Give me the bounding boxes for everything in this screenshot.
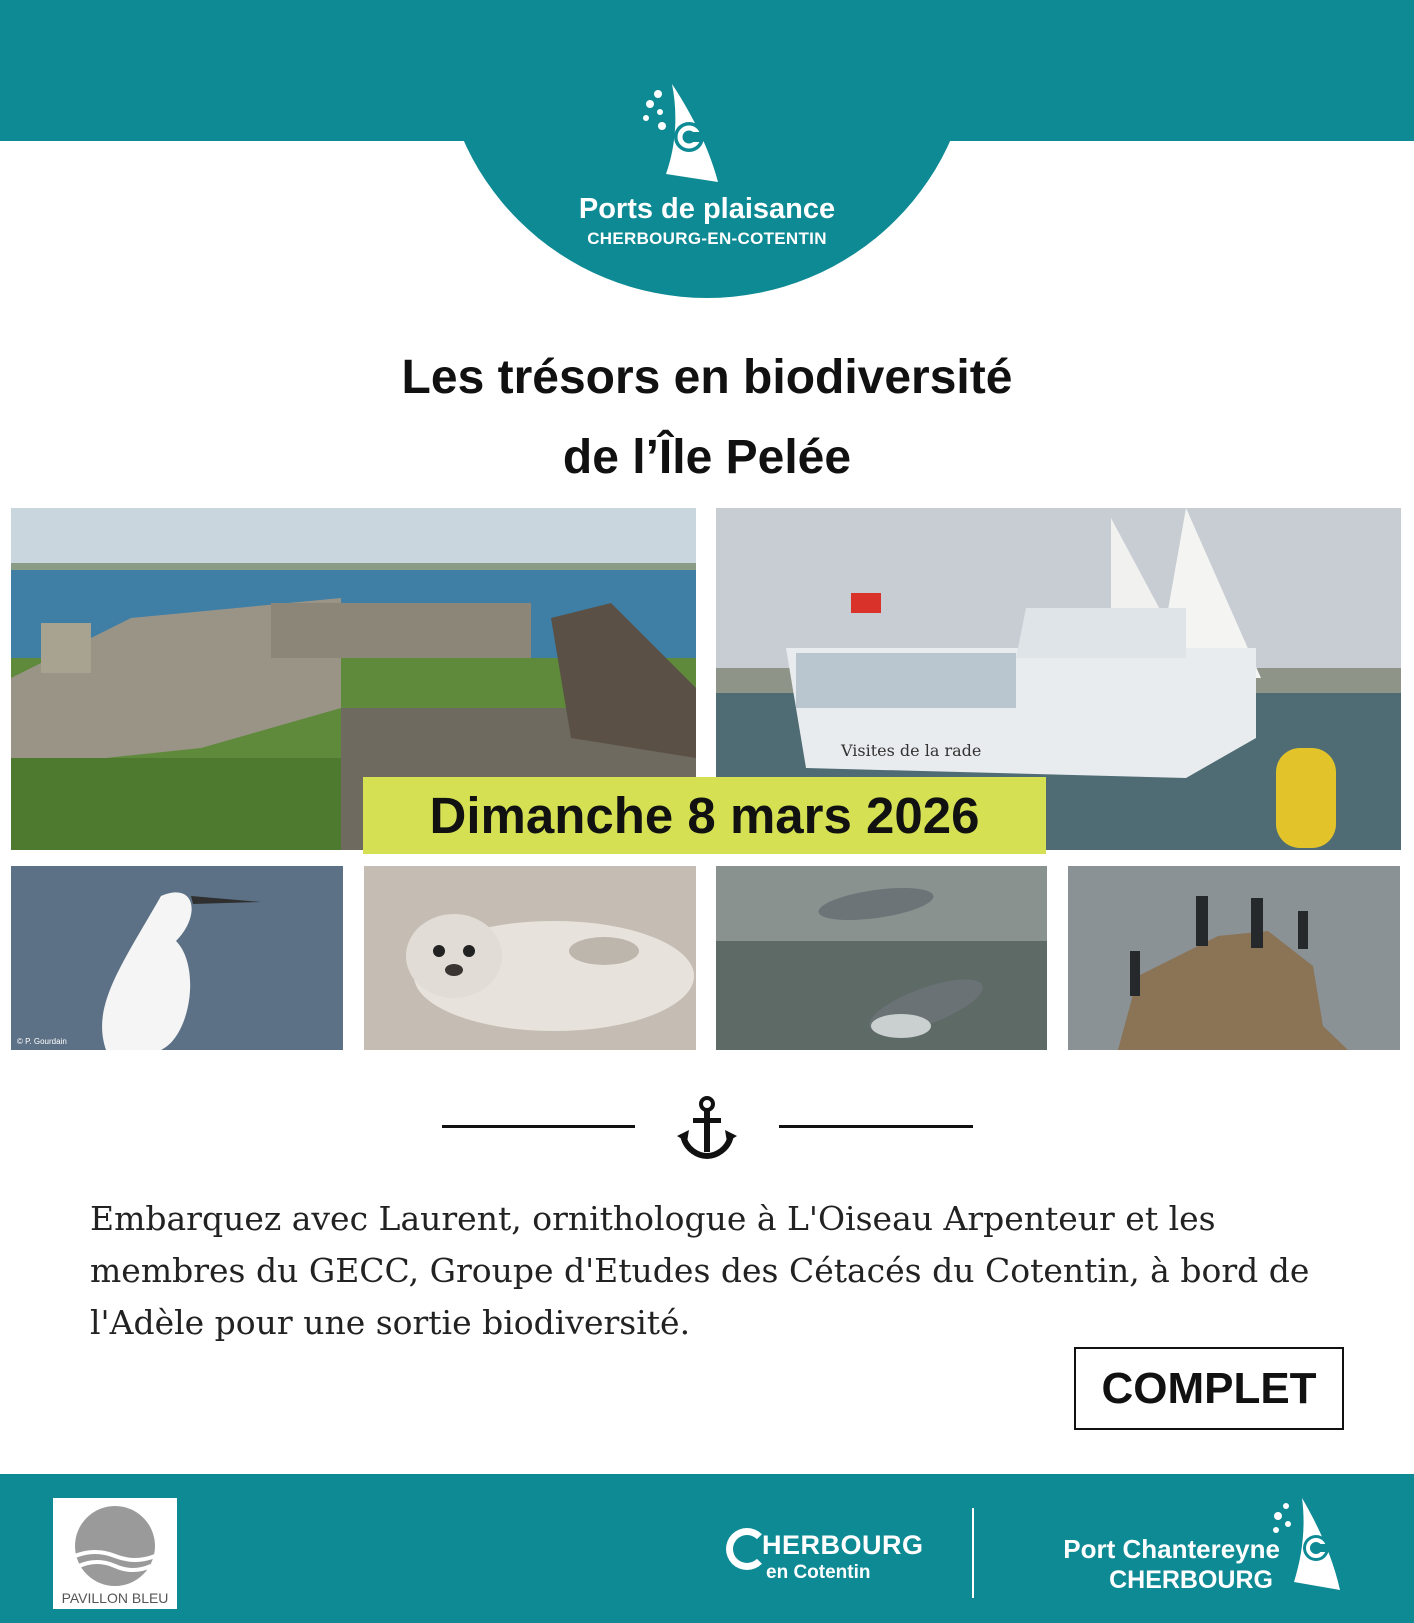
- cormorants-photo: [1068, 866, 1400, 1050]
- cherbourg-sub: en Cotentin: [766, 1562, 871, 1583]
- footer-separator: [972, 1508, 974, 1598]
- egret-photo: [11, 866, 343, 1050]
- logo-title: Ports de plaisance: [578, 193, 836, 225]
- event-description: Embarquez avec Laurent, ornithologue à L'Oiseau Arpenteur et les membres du GECC, Groupe d'Etudes des Cétacés du Cotentin, à bord de l'Adèle pour une sortie biodiversité.: [90, 1199, 1310, 1342]
- event-date: Dimanche 8 mars 2026: [363, 777, 1046, 854]
- sail-logo-icon: [636, 78, 746, 188]
- pavillon-bleu-logo: [53, 1498, 177, 1609]
- event-title-line2: de l’Île Pelée: [562, 431, 852, 484]
- logo-subtitle: CHERBOURG-EN-COTENTIN: [587, 229, 827, 248]
- event-title: [257, 338, 1157, 498]
- pavillon-label: PAVILLON BLEU: [61, 1590, 169, 1606]
- dolphins-photo: [716, 866, 1047, 1050]
- egret-credit: © P. Gourdain: [17, 1037, 67, 1046]
- cherbourg-logo: [726, 1528, 926, 1588]
- boat-text: Visites de la rade: [841, 741, 982, 760]
- status-badge: COMPLET: [1074, 1347, 1344, 1430]
- cherbourg-name: HERBOURG: [762, 1530, 924, 1560]
- event-title-line1: Les trésors en biodiversité: [401, 351, 1013, 404]
- port-sail-icon: [1262, 1494, 1362, 1592]
- seal-photo: [364, 866, 696, 1050]
- port-name: Port Chantereyne: [1063, 1534, 1280, 1564]
- divider-left: [442, 1125, 635, 1128]
- divider-right: [779, 1125, 973, 1128]
- anchor-icon: [677, 1096, 737, 1160]
- port-city: CHERBOURG: [1109, 1566, 1273, 1594]
- pavillon-bleu-icon: [53, 1498, 177, 1586]
